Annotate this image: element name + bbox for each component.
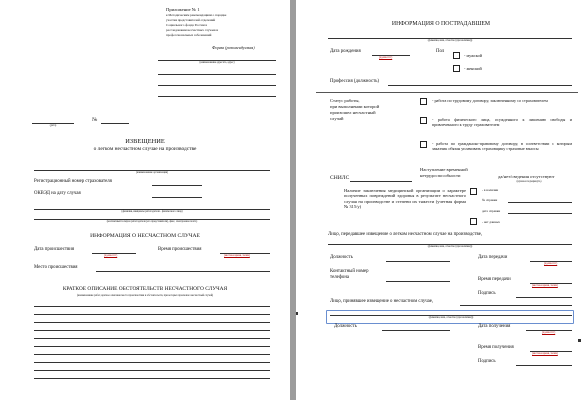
disability-label-2: нетрудоспособности xyxy=(420,173,461,178)
description-line[interactable] xyxy=(34,338,270,339)
receiver-signature-label: Подпись xyxy=(478,359,496,364)
med-available-label: - в наличии xyxy=(482,188,499,192)
transfer-date-label: Дата передачи xyxy=(478,255,508,260)
disability-hint: (нужное подчеркнуть) xyxy=(516,180,542,183)
incident-info-heading: ИНФОРМАЦИЯ О НЕСЧАСТНОМ СЛУЧАЕ xyxy=(90,233,200,239)
notice-number-label: № xyxy=(92,117,98,123)
appendix-line-1: Приложение № 1 xyxy=(166,7,200,12)
description-line[interactable] xyxy=(34,306,270,307)
appendix-line-3: участия представителей отделений xyxy=(166,18,216,22)
profession-line[interactable] xyxy=(388,85,572,86)
transfer-time-hint: (местное время, чч:мм) xyxy=(532,284,558,287)
incident-place-line[interactable] xyxy=(96,271,270,272)
transmitter-position-line[interactable] xyxy=(386,261,450,262)
addressee-hint: (наименование адресата, адрес) xyxy=(199,61,235,64)
sex-label: Пол xyxy=(436,49,445,54)
transfer-date-hint: (дд.мм.гггг) xyxy=(544,262,558,265)
okved-line[interactable] xyxy=(152,197,202,198)
phone-label-2: телефона xyxy=(330,275,350,280)
transfer-time-label: Время передачи xyxy=(478,277,511,282)
snils-label: СНИЛС xyxy=(330,175,350,181)
med-conclusion-label: Наличие заключения медицинской организации о характере полученных повреждений здоровья в результате несчастного случая на производстве и степени их тяжести (учетная форма № 315/у) xyxy=(344,188,466,209)
female-checkbox[interactable] xyxy=(453,65,460,72)
description-line[interactable] xyxy=(34,322,270,323)
work-status-label-4: случай xyxy=(330,116,344,121)
form-label: Форма (рекомендуемая) xyxy=(212,45,255,50)
profession-label: Профессия (должность) xyxy=(330,79,380,84)
incident-date-label: Дата происшествия xyxy=(34,247,75,252)
page-left xyxy=(0,0,290,400)
description-line[interactable] xyxy=(34,370,270,371)
status-convict-checkbox[interactable] xyxy=(420,117,427,124)
organization-hint: (наименование организации) xyxy=(136,171,168,174)
victim-info-heading: ИНФОРМАЦИЯ О ПОСТРАДАВШЕМ xyxy=(391,21,491,27)
description-line[interactable] xyxy=(34,378,270,379)
status-employment-label: - работа по трудовому договору, заключенному со страхователем xyxy=(432,98,548,103)
receiver-label: Лицо, принявшее извещение о несчастном случае, xyxy=(330,299,434,304)
transmitter-label: Лицо, передавшее извещение о легком несчастном случае на производстве, xyxy=(328,232,483,237)
receiver-position-label: Должность xyxy=(334,324,357,329)
status-employment-checkbox[interactable] xyxy=(420,98,427,105)
incident-date-hint: (дд.мм.гггг) xyxy=(104,254,118,257)
table-resize-handle-icon[interactable] xyxy=(578,339,581,342)
birth-date-label: Дата рождения xyxy=(330,49,361,54)
incident-time-label: Время происшествия xyxy=(158,247,202,252)
notice-number-line[interactable] xyxy=(101,123,129,124)
addressee-line-3[interactable] xyxy=(158,85,276,86)
receive-date-hint: (дд.мм.гггг) xyxy=(542,331,556,334)
receiver-signature-line[interactable] xyxy=(516,365,572,366)
notice-subtitle: о легком несчастном случае на производстве xyxy=(93,146,197,152)
status-civil-contract-checkbox[interactable] xyxy=(420,141,427,148)
status-convict-label: - работа физического лица, осужденного к лишению свободы и привлеченного к труду страхователем xyxy=(432,117,572,127)
cert-number-line[interactable] xyxy=(508,202,572,203)
notice-title: ИЗВЕЩЕНИЕ xyxy=(125,138,165,145)
receiver-line[interactable] xyxy=(460,305,572,306)
male-label: - мужской xyxy=(464,53,482,58)
receive-time-hint: (местное время, чч:мм) xyxy=(532,352,558,355)
cert-number-label: № справки xyxy=(482,198,498,202)
male-checkbox[interactable] xyxy=(453,52,460,59)
description-line[interactable] xyxy=(34,346,270,347)
status-civil-contract-label: - работа по гражданско-правовому договору, в соответствии с которым заказчик обязан уплачивать страховщику страховые взносы xyxy=(432,141,572,151)
snils-line[interactable] xyxy=(350,181,412,182)
cert-date-line[interactable] xyxy=(508,213,572,214)
victim-name-hint: (фамилия, имя, отчество (при наличии)) xyxy=(427,39,473,42)
appendix-line-2: к Методическим рекомендациям о порядке xyxy=(166,13,227,17)
phone-label-1: Контактный номер xyxy=(330,269,369,274)
appendix-line-4: Социального фонда России в xyxy=(166,23,208,27)
appendix-line-6: профессиональных заболеваний xyxy=(166,33,212,37)
receive-time-label: Время получения xyxy=(478,345,514,350)
reg-number-label: Регистрационный номер страхователя xyxy=(34,179,112,184)
notice-date-hint: (дата) xyxy=(49,124,57,127)
med-no-data-label: - нет данных xyxy=(482,220,500,224)
transmitter-position-label: Должность xyxy=(330,255,353,260)
birth-date-hint: (дд.мм.гггг) xyxy=(379,56,393,59)
incident-time-hint: (местное время, чч:мм) xyxy=(224,254,250,257)
med-no-data-checkbox[interactable] xyxy=(470,218,477,225)
phone-line[interactable] xyxy=(386,281,450,282)
description-hint: (наименование работ, краткое описание места происшествия и обстоятельств, при которых произошел несчастный случай) xyxy=(76,294,214,297)
cert-date-label: дата справки xyxy=(482,209,501,213)
description-heading: КРАТКОЕ ОПИСАНИЕ ОБСТОЯТЕЛЬСТВ НЕСЧАСТНОГО СЛУЧАЯ xyxy=(62,286,228,292)
description-line[interactable] xyxy=(34,354,270,355)
description-line[interactable] xyxy=(34,362,270,363)
work-status-label-2: при выполнении которой xyxy=(330,104,380,109)
section-divider xyxy=(316,92,578,93)
transmitter-signature-label: Подпись xyxy=(478,291,496,296)
addressee-line-2[interactable] xyxy=(158,74,276,75)
appendix-line-5: расследовании несчастных случаев и xyxy=(166,28,219,32)
description-line[interactable] xyxy=(34,330,270,331)
disability-options: да/нет/сведения отсутствуют xyxy=(498,174,555,179)
reg-number-line[interactable] xyxy=(152,185,202,186)
disability-label-1: Наступление временной xyxy=(420,167,468,172)
addressee-line-4[interactable] xyxy=(158,96,276,97)
transmitter-signature-line[interactable] xyxy=(516,297,572,298)
work-status-label-1: Статус работы, xyxy=(330,98,360,103)
okved-label: ОКВЭД на дату случая xyxy=(34,191,81,196)
table-move-handle-icon[interactable] xyxy=(296,312,298,315)
female-label: - женский xyxy=(464,66,482,71)
work-status-label-3: произошел несчастный xyxy=(330,110,376,115)
description-line[interactable] xyxy=(34,314,270,315)
incident-place-label: Место происшествия xyxy=(34,265,78,270)
contact-hint: (контактный телефон работодателя (его представителя), факс, электронная почта) xyxy=(106,220,198,223)
receive-date-label: Дата получения xyxy=(478,324,511,329)
receiver-position-line[interactable] xyxy=(382,330,450,331)
med-available-checkbox[interactable] xyxy=(470,188,477,195)
transmitter-name-hint: (фамилия, имя, отчество (при наличии)) xyxy=(427,245,473,248)
receiver-name-hint: (фамилия, имя, отчество (при наличии)) xyxy=(428,316,474,319)
page-right xyxy=(296,0,586,400)
employer-hint: (фамилия, инициалы работодателя - физического лица) xyxy=(121,210,183,213)
